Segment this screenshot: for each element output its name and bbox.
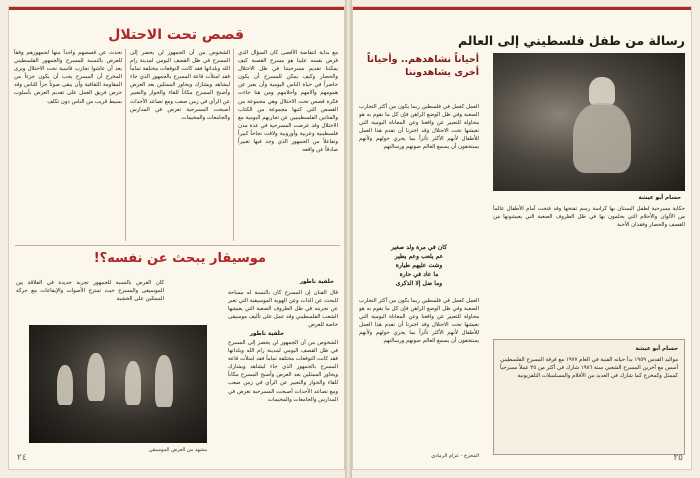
left-col-a	[238, 49, 338, 241]
left-col-b	[130, 49, 230, 241]
caption-label-2: خلفية ناطور	[249, 331, 284, 337]
music-col-a	[228, 289, 338, 329]
music-col-a-text: قال الفنان إن المسرح كان بالنسبة له مساحة للبحث عن الذات وعن الهوية الموسيقية التي تعبر عن تجربته في ظل الظروف الصعبة التي يعيشها الشعب الفلسطيني وقد عمل على تأليف موسيقى خاصة للعرض	[228, 290, 338, 329]
page-number-right: ٢٥	[673, 452, 683, 462]
right-headline: رسالة من طفل فلسطيني إلى العالم	[457, 33, 685, 48]
caption-label-1: خلفية ناطور	[299, 279, 334, 285]
column-divider	[233, 49, 234, 241]
right-col-b-text: حكاية مسرحية لطفل البستان بها كراسة رسم تفتحها وقد فتحت أمام الأطفال عالماً من الألوان والأحلام التي يحلمون بها في ظل الظروف الصعبة التي يعيشونها من القصف والحصار وفقدان الأحبة	[493, 206, 685, 229]
performer-figure	[87, 353, 105, 401]
bio-box-label: حسام أبو عيشة	[635, 346, 678, 352]
right-subheadline: أحياناً نشاهدهم.. وأحياناً أخرى يشاهدوننا	[366, 54, 479, 79]
portrait-head	[589, 77, 615, 105]
top-accent-bar	[9, 7, 345, 10]
column-divider	[125, 49, 126, 241]
left-col-c	[14, 49, 122, 241]
right-page	[352, 6, 692, 470]
left-col-c-text: تحدث عن قصصهم واحداً منها لجمهورهم وفقاً للعرض بالنسبة للمسرح والجمهور الفلسطيني بعد أن عاشوا تجارب قاسية تحت الاحتلال ويرى المخرج أن المسرح يجب أن يكون جزءاً من المقاومة الثقافية وأن يبقى صوتاً حراً للناس وقد حرص فريق العمل على تقديم العرض بأسلوب بسيط قريب من الناس دون تكلف	[14, 50, 122, 105]
right-col-a	[359, 103, 479, 237]
left-col-b-text: الشخوص من أن الجمهور لن يحضر إلى المسرح في ظل القصف اليومي لمدينة رام الله وبلداتها فقد كانت التوقعات مختلفة تماماً فقد امتلأت قاعة المسرح بالجمهور الذي جاء ليشاهد ويشارك ويحاور الممثلين بعد العرض وأصبح المسرح مكاناً للقاء والحوار والتعبير عن الرأي في زمن صعب ومع تصاعد الأحداث أصبحت المسرحية تعرض في المدارس والجامعات والمخيمات	[130, 50, 230, 121]
performer-figure	[125, 361, 141, 405]
music-col-b	[16, 279, 164, 321]
top-accent-bar	[353, 7, 692, 10]
right-col-a-text: العمل كعمل في فلسطين ربما يكون من أكثر التجارب الصعبة وفي ظل الوضع الراهن فإن كل ما نقوم به هو محاولة للتعبير عن واقعنا وعن المعاناة اليومية التي نعيشها تحت الاحتلال وقد اخترنا أن نقدم هذا العمل للأطفال لأنهم الأكثر تأثراً بما يجري حولهم ولأنهم يستحقون أن يسمع العالم صوتهم ورسالتهم	[359, 104, 479, 151]
right-col-c	[359, 297, 479, 447]
section-divider	[15, 245, 340, 246]
music-col-b-text: كان العرض بالنسبة للجمهور تجربة جديدة في العلاقة بين الموسيقى والمسرح حيث تمتزج الأصوات والإيقاعات مع حركة الممثلين على الخشبة	[16, 280, 164, 303]
stage-performance-photo	[29, 325, 207, 443]
poem-line: ما عاد في حارة	[399, 271, 439, 278]
poem-line: وشت عليهم طيارة	[395, 262, 443, 269]
bio-box	[493, 339, 685, 455]
page-number-left: ٢٤	[17, 452, 27, 462]
left-col-a-text: مع بداية انتفاضة الأقصى كان السؤال الذي فرض نفسه علينا هو مسرح القصبة كيف يمكننا تقديم مسرحيتنا في ظل الاحتلال والحصار وكيف يمكن للمسرح أن يكون حاضراً في حياة الناس اليومية وأن يعبر عن همومهم وآلامهم وأحلامهم ومن هنا جاءت فكرة قصص تحت الاحتلال وهي مجموعة من القصص التي كتبها مجموعة من الكتاب والفنانين الفلسطينيين عن تجاربهم اليومية مع الاحتلال وقد عرضت المسرحية في عدة مدن فلسطينية وعربية وأوروبية ولاقت نجاحاً كبيراً وتفاعلاً من الجمهور الذي وجد فيها تعبيراً صادقاً عن واقعه	[238, 50, 338, 154]
performer-figure	[155, 355, 173, 407]
stage-photo-caption: مشهد من العرض الموسيقي	[148, 447, 207, 453]
author-signature: المخرج - عزام الرمادي	[431, 453, 479, 459]
child-portrait-photo	[493, 53, 685, 191]
music-col-c-text: الشخوص من أن الجمهور لن يحضر إلى المسرح في ظل القصف اليومي لمدينة رام الله وبلداتها فقد كانت التوقعات مختلفة تماماً فقد امتلأت قاعة المسرح بالجمهور الذي جاء ليشاهد ويشارك ويحاور الممثلين بعد العرض وأصبح المسرح مكاناً للقاء والحوار والتعبير عن الرأي في زمن صعب ومع تصاعد الأحداث أصبحت المسرحية تعرض في المدارس والجامعات والمخيمات	[228, 340, 338, 403]
poem-block	[359, 243, 479, 288]
portrait-body	[573, 103, 631, 173]
left-headline: قصص تحت الاحتلال	[108, 27, 244, 43]
right-col-c-text: العمل كعمل في فلسطين ربما يكون من أكثر التجارب الصعبة وفي ظل الوضع الراهن فإن كل ما نقوم به هو محاولة للتعبير عن واقعنا وعن المعاناة اليومية التي نعيشها تحت الاحتلال وقد اخترنا أن نقدم هذا العمل للأطفال لأنهم الأكثر تأثراً بما يجري حولهم ولأنهم يستحقون أن يسمع العالم صوتهم ورسالتهم	[359, 298, 479, 345]
music-col-c	[228, 339, 338, 449]
poem-line: كان في مرة ولد صغير	[391, 244, 447, 251]
right-col-b	[493, 205, 685, 285]
left-page	[8, 6, 345, 470]
poem-line: وما ضل إلا الذكرى	[395, 280, 443, 287]
spine-gutter	[345, 0, 352, 478]
bio-box-text: مواليد القدس ١٩٥٩ بدأ حياته الفنية في العام ١٩٧٧ مع فرقة المسرح الفلسطيني أسس مع آخرين المسرح الشعبي سنة ١٩٨٦ شارك في أكثر من ٣٥ عملاً مسرحياً كممثل وكمخرج كما شارك في العديد من الأفلام والمسلسلات التلفزيونية	[500, 357, 678, 380]
music-headline: موسيقار يبحث عن نفسه؟!	[93, 251, 266, 266]
portrait-caption: حسام أبو عيشة	[638, 195, 681, 201]
poem-line: عم يلعب وعم يطير	[394, 253, 444, 260]
performer-figure	[57, 365, 73, 405]
